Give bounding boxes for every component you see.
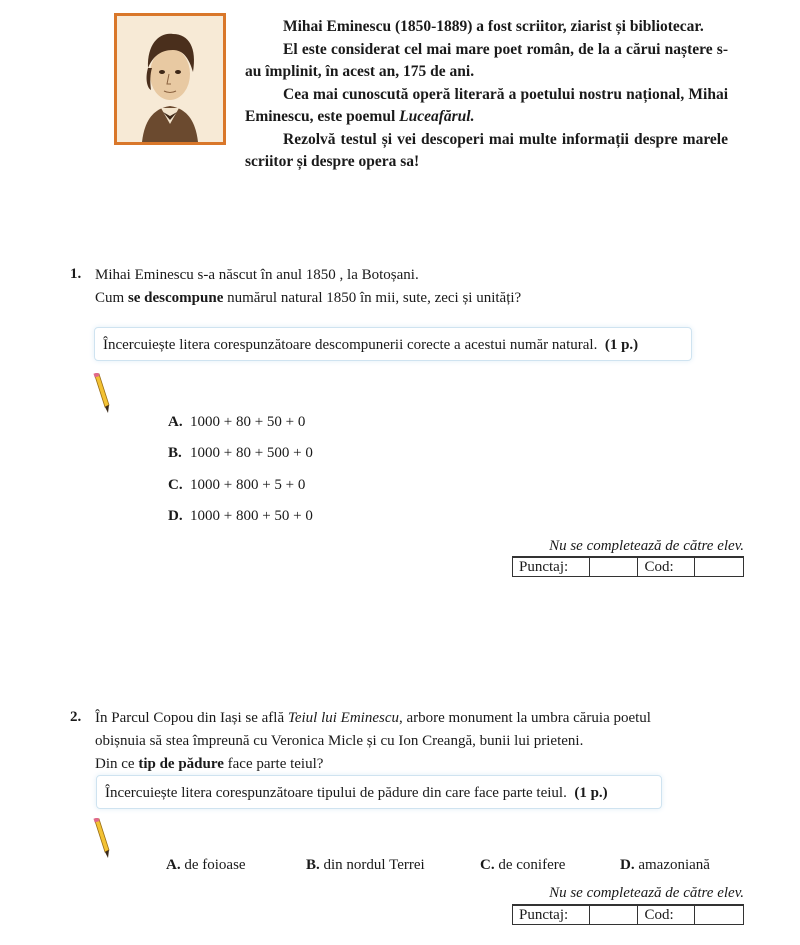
punctaj-cell[interactable] bbox=[589, 558, 638, 577]
q1-line-2a: Cum bbox=[95, 290, 128, 306]
pencil-icon bbox=[92, 818, 112, 860]
q1-option-a[interactable] bbox=[168, 414, 305, 431]
question-1-number: 1. bbox=[70, 266, 82, 282]
q2-instruction: Încercuiește litera corespunzătoare tipului de pădure din care face parte teiul. bbox=[105, 785, 567, 801]
q2-option-b[interactable] bbox=[306, 857, 425, 874]
option-letter: D. bbox=[620, 857, 635, 873]
q2-option-d[interactable] bbox=[620, 857, 710, 874]
q1-line-2 bbox=[95, 287, 735, 310]
cod-cell[interactable] bbox=[695, 906, 744, 925]
intro-paragraph-4: Rezolvă testul și vei descoperi mai multe informații despre marele scriitor și despre opera sa! bbox=[245, 130, 728, 170]
q1-option-c[interactable] bbox=[168, 477, 305, 494]
q1-line-2c: numărul natural 1850 în mii, sute, zeci și unități? bbox=[223, 290, 522, 306]
option-text: amazoniană bbox=[638, 857, 710, 873]
question-2-number: 2. bbox=[70, 709, 82, 725]
q2-line-1c: , arbore monument la umbra căruia poetul bbox=[398, 710, 651, 726]
q2-line-3a: Din ce bbox=[95, 756, 139, 772]
cod-cell[interactable] bbox=[695, 558, 744, 577]
option-letter: C. bbox=[168, 477, 183, 493]
q1-option-b[interactable] bbox=[168, 445, 313, 462]
intro-text bbox=[245, 16, 728, 174]
intro-paragraph-1: Mihai Eminescu (1850-1889) a fost scriitor, ziarist și bibliotecar. bbox=[283, 18, 704, 35]
q2-option-c[interactable] bbox=[480, 857, 565, 874]
question-1-text bbox=[95, 264, 735, 310]
option-text: 1000 + 800 + 50 + 0 bbox=[190, 508, 313, 524]
eminescu-portrait bbox=[114, 13, 226, 145]
pencil-icon bbox=[92, 373, 112, 415]
option-text: de foioase bbox=[184, 857, 246, 873]
luceafarul-title: Luceafărul. bbox=[399, 108, 475, 125]
option-letter: B. bbox=[168, 445, 182, 461]
option-letter: B. bbox=[306, 857, 320, 873]
q2-line-1 bbox=[95, 707, 755, 730]
q1-keyword: se descompune bbox=[127, 290, 224, 306]
option-letter: C. bbox=[480, 857, 495, 873]
punctaj-label: Punctaj: bbox=[513, 906, 590, 925]
intro-paragraph-2: El este considerat cel mai mare poet român, de la a cărui naștere s-au împlinit, în acest an, 175 de ani. bbox=[245, 40, 728, 80]
q1-instruction: Încercuiește litera corespunzătoare descompunerii corecte a acestui număr natural. bbox=[103, 337, 598, 353]
portrait-image bbox=[117, 16, 223, 142]
cod-label: Cod: bbox=[638, 906, 695, 925]
option-text: din nordul Terrei bbox=[323, 857, 425, 873]
q2-line-3c: face parte teiul? bbox=[223, 756, 324, 772]
q2-tree-name: Teiul lui Eminescu bbox=[287, 710, 399, 726]
intro-paragraph-3 bbox=[245, 84, 728, 129]
option-text: de conifere bbox=[498, 857, 566, 873]
intro-p3-text: Cea mai cunoscută operă literară a poetului nostru național, Mihai Eminescu, este poemul bbox=[245, 85, 728, 125]
q2-option-a[interactable] bbox=[166, 857, 246, 874]
option-letter: A. bbox=[166, 857, 181, 873]
q1-instruction-box bbox=[94, 327, 692, 361]
option-text: 1000 + 800 + 5 + 0 bbox=[190, 477, 306, 493]
q1-points: (1 p.) bbox=[604, 337, 639, 353]
q2-line-2: obișnuia să stea împreună cu Veronica Micle și cu Ion Creangă, bunii lui prieteni. bbox=[95, 733, 584, 749]
option-text: 1000 + 80 + 50 + 0 bbox=[190, 414, 306, 430]
q1-line-1: Mihai Eminescu s-a născut în anul 1850 , la Botoșani. bbox=[95, 267, 419, 283]
q2-instruction-box bbox=[96, 775, 662, 809]
question-2-text bbox=[95, 707, 755, 776]
q2-keyword: tip de pădure bbox=[138, 756, 224, 772]
score-table-1 bbox=[512, 557, 744, 577]
option-text: 1000 + 80 + 500 + 0 bbox=[190, 445, 313, 461]
cod-label: Cod: bbox=[638, 558, 695, 577]
q2-line-1a: În Parcul Copou din Iași se află bbox=[95, 710, 288, 726]
score-table-2 bbox=[512, 905, 744, 925]
q2-line-3 bbox=[95, 753, 755, 776]
punctaj-cell[interactable] bbox=[589, 906, 638, 925]
option-letter: D. bbox=[168, 508, 183, 524]
score-note-1: Nu se completează de către elev. bbox=[549, 538, 744, 554]
q2-points: (1 p.) bbox=[574, 785, 608, 801]
punctaj-label: Punctaj: bbox=[513, 558, 590, 577]
q1-option-d[interactable] bbox=[168, 508, 313, 525]
option-letter: A. bbox=[168, 414, 183, 430]
score-note-2: Nu se completează de către elev. bbox=[549, 885, 744, 901]
